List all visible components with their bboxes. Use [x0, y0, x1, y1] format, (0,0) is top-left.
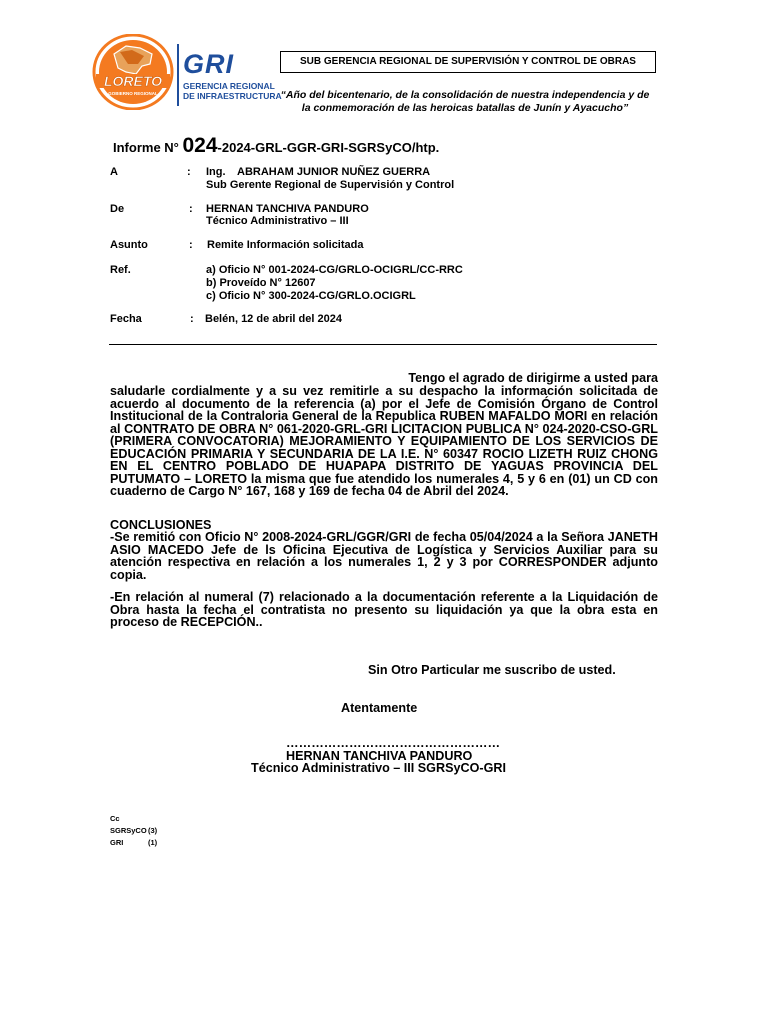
report-title [113, 134, 439, 158]
logo-gri-text: GRI [183, 49, 235, 79]
signature-dots: …………………………………………… [286, 736, 501, 750]
motto-line-1: “Año del bicentenario, de la consolidación de nuestra independencia y de [280, 89, 650, 101]
field-fecha-sep: : [190, 313, 194, 325]
field-a-role: Sub Gerente Regional de Supervisión y Control [206, 179, 455, 191]
logo-divider [177, 44, 179, 106]
field-asunto-label: Asunto [110, 239, 148, 251]
logo-gri-sub1: GERENCIA REGIONAL [183, 81, 275, 91]
field-ref-c: c) Oficio N° 300-2024-CG/GRLO.OCIGRL [206, 290, 416, 302]
field-de-sep: : [189, 203, 193, 215]
field-ref-b: b) Proveído N° 12607 [206, 277, 316, 289]
field-fecha-label: Fecha [110, 313, 142, 325]
closing-text: Sin Otro Particular me suscribo de usted. [368, 663, 616, 677]
logo-gri-sub2: DE INFRAESTRUCTURA [183, 91, 282, 101]
loreto-emblem-icon [92, 34, 182, 110]
conclusions-title: CONCLUSIONES [110, 518, 212, 532]
report-prefix: Informe N° [113, 140, 183, 155]
field-a-title: Ing. [206, 166, 226, 178]
field-a-sep: : [187, 166, 191, 178]
cc-line1-name: SGRSyCO [110, 826, 147, 835]
field-de-label: De [110, 203, 125, 215]
logo-brand-text: LORETO [103, 73, 163, 89]
field-ref-label: Ref. [110, 264, 131, 276]
field-a-label: A [110, 166, 118, 178]
field-asunto-value: Remite Información solicitada [207, 239, 364, 251]
regards-text: Atentamente [341, 701, 418, 715]
separator-line [109, 344, 657, 345]
field-a-name: ABRAHAM JUNIOR NUÑEZ GUERRA [237, 166, 431, 178]
cc-label: Cc [110, 814, 120, 823]
report-number: 024 [182, 134, 218, 157]
field-de-name: HERNAN TANCHIVA PANDURO [206, 203, 369, 215]
signature-title: Técnico Administrativo – III SGRSyCO-GRI [251, 761, 506, 775]
cc-line2-count: (1) [148, 838, 158, 847]
signature-name: HERNAN TANCHIVA PANDURO [286, 749, 473, 763]
motto-line-2: la conmemoración de las heroicas batallas de Junín y Ayacucho” [301, 102, 629, 114]
field-de-role: Técnico Administrativo – III [206, 215, 349, 227]
field-fecha-value: Belén, 12 de abril del 2024 [205, 313, 342, 325]
office-header-box: SUB GERENCIA REGIONAL DE SUPERVISIÓN Y CONTROL DE OBRAS [280, 51, 656, 73]
logo-brand-sub: GOBIERNO REGIONAL [108, 91, 158, 96]
report-suffix: -2024-GRL-GGR-GRI-SGRSyCO/htp. [217, 140, 440, 155]
body-paragraph-first-line: Tengo el agrado de dirigirme a usted para [408, 371, 658, 385]
body-paragraph: saludarle cordialmente y a su vez remitirle a su despacho la información solicitada de acuerdo al documento de la referencia (a) por el Jefe de Comisión Órgano de Control Institucional de la Contraloria General de la Republica RUBEN MAFALDO MORI en relación al CONTRATO DE OBRA N° 061-2020-GRL-GRI LICITACION PUBLICA N° 024-2020-CSO-GRL (PRIMERA CONVOCATORIA) MEJORAMIENTO Y EQUIPAMIENTO DE LOS SERVICIOS DE EDUCACIÓN PRIMARIA Y SECUNDARIA DE LA I.E. N° 60347 ROCIO LIZETH RUIZ CHONG EN EL CENTRO POBLADO DE HUAPAPA DISTRITO DE YAGUAS PROVINCIA DEL PUTUMATO – LORETO la misma que fue atendido los numerales 4, 5 y 6 en (01) un CD con cuaderno de Cargo N° 167, 168 y 169 de fecha 04 de Abril del 2024. [110, 384, 658, 498]
cc-line2-name: GRI [110, 838, 124, 847]
conclusion-2: -En relación al numeral (7) relacionado a la documentación referente a la Liquidación de Obra hasta la fecha el contratista no presento su liquidación ya que la obra esta en proceso de RECEPCIÓN.. [110, 590, 658, 629]
year-motto [270, 89, 660, 115]
field-ref-a: a) Oficio N° 001-2024-CG/GRLO-OCIGRL/CC-RRC [206, 264, 463, 276]
conclusion-1: -Se remitió con Oficio N° 2008-2024-GRL/GGR/GRI de fecha 05/04/2024 a la Señora JANETH ASIO MACEDO Jefe de ls Oficina Ejecutiva de Logística y Servicios Auxiliar para su atención respectiva en relación a los numerales 1, 2 y 3 por CORRESPONDER adjunto copia. [110, 530, 658, 582]
field-asunto-sep: : [189, 239, 193, 251]
cc-line1-count: (3) [148, 826, 158, 835]
